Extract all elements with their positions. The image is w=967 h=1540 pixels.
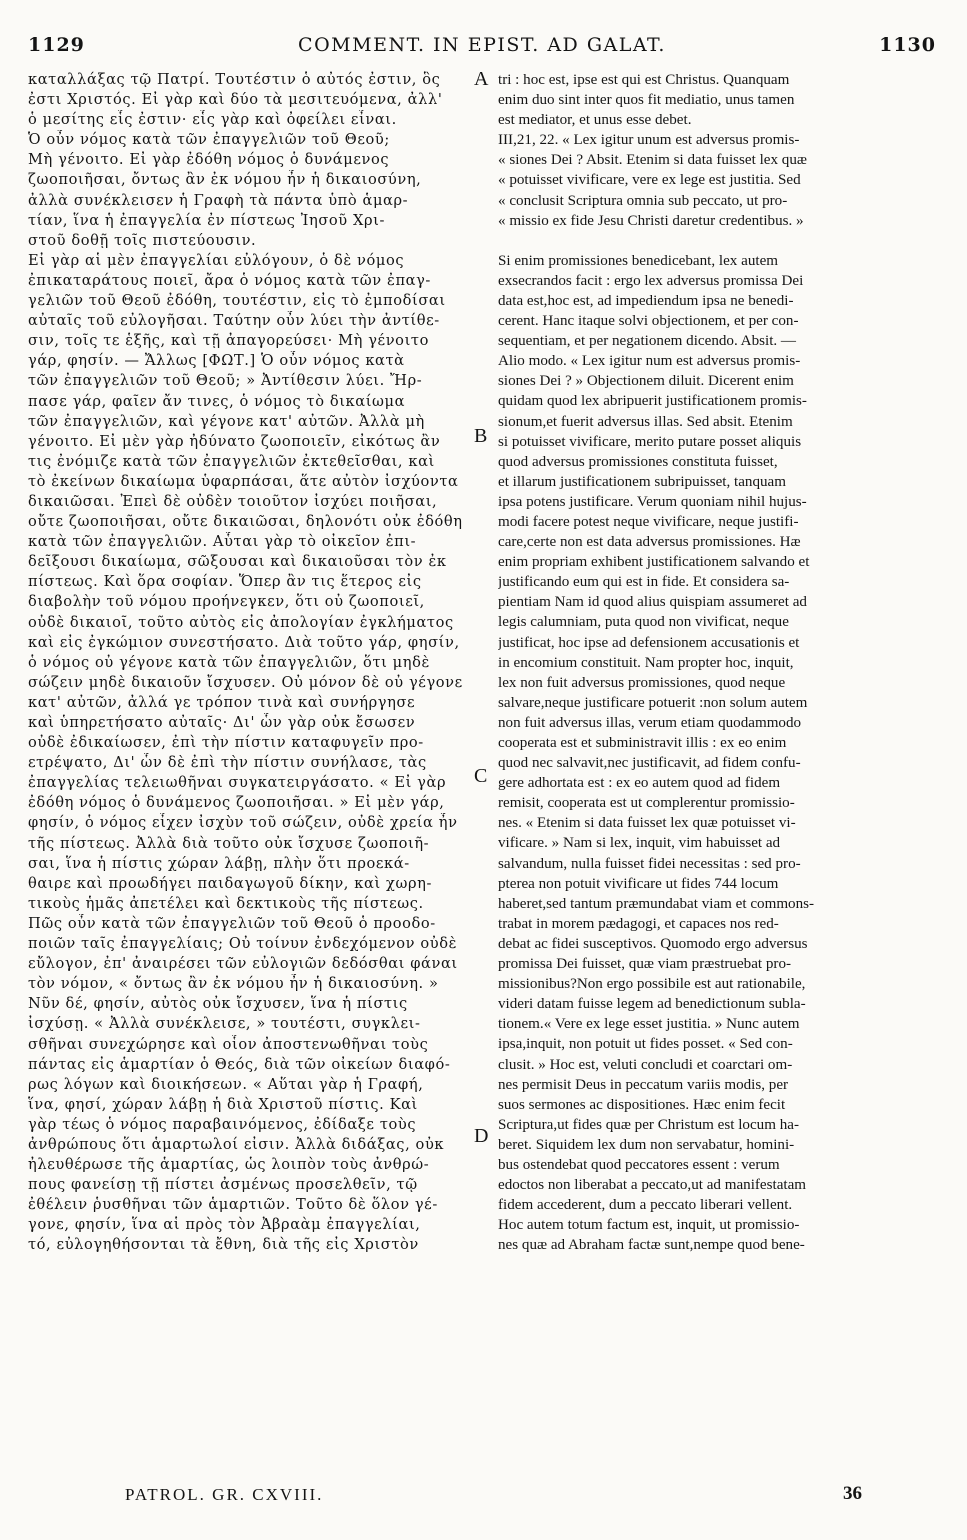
text-line: trabat in morem pædagogi, et capaces nos red- — [498, 915, 779, 932]
footer-series: PATROL. GR. CXVIII. — [125, 1485, 324, 1504]
margin-letter-a: A — [474, 68, 489, 90]
text-line: θαιρε καὶ προωδήγει παιδαγωγοῦ δίκην, καὶ χωρη- — [28, 874, 433, 892]
text-line: οὔτε ζωοποιῆσαι, οὔτε δικαιῶσαι, δηλονότι οὐκ ἐδόθη — [28, 513, 463, 531]
text-line: siones Dei ? » Objectionem diluit. Dicerent enim — [498, 373, 794, 390]
margin-letter-b: B — [474, 425, 488, 447]
text-line: γάρ, φησίν. — Ἄλλως [ΦΩΤ.] Ὁ οὖν νόμος κατὰ — [28, 352, 405, 370]
text-line: promissa Dei fuisset, quæ viam præstruebat pro- — [498, 956, 792, 973]
text-line: lex non fuit adversus promissiones, quod neque — [498, 674, 786, 691]
text-line: ἐπαγγελίας τελειωθῆναι συγκατειργάσατο. « Εἰ γὰρ — [28, 774, 447, 792]
text-line: ipsa,inquit, non potuit ut fides posset. « Sed con- — [498, 1036, 793, 1053]
text-line: sionum,et fuerit adversus illas. Sed absit. Etenim — [498, 413, 793, 430]
text-line: suos sermones ac dispositiones. Hæc enim fecit — [498, 1096, 786, 1113]
text-line: salvare,neque justificare potuerit :non solum autem — [498, 694, 808, 711]
text-line: justificando eum qui est in fide. Et considera sa- — [498, 574, 790, 591]
text-line: καὶ ὑπηρετήσατο αὐταῖς· Δι' ὧν γὰρ οὐκ ἔσωσεν — [28, 714, 416, 731]
text-line: cerent. Hanc itaque solvi objectionem, et per con- — [498, 313, 799, 330]
text-line: edoctos non liberabat a peccato,ut ad manifestatam — [498, 1177, 807, 1194]
text-line: σαι, ἵνα ἡ πίστις χώραν λάβῃ, πλὴν ὅτι προεκά- — [28, 854, 410, 872]
footer-page-number: 36 — [843, 1483, 862, 1504]
text-line: ἰσχύσῃ. « Ἀλλὰ συνέκλεισε, » τουτέστι, συγκλει- — [28, 1015, 421, 1033]
text-line: οὐδὲ ἐδικαίωσεν, ἐπὶ τὴν πίστιν καταφυγεῖν προ- — [28, 734, 424, 752]
text-line: sequentiam, et per negationem dicendo. Absit. — — [498, 333, 797, 350]
text-line: τὸν νόμον, « ὄντως ἂν ἐκ νόμου ἦν ἡ δικαιοσύνη. » — [28, 975, 439, 993]
text-line: ἐστι Χριστός. Εἰ γὰρ καὶ δύο τὰ μεσιτευόμενα, ἀλλ' — [28, 91, 443, 109]
text-line: διαβολὴν τοῦ νόμου προήνεγκεν, ὅτι οὐ ζωοποιεῖ, — [28, 593, 425, 611]
text-line: καταλλάξας τῷ Πατρί. Τουτέστιν ὁ αὐτός ἐστιν, ὃς — [28, 71, 441, 88]
text-line: οὐδὲ δικαιοῖ, τοῦτο αὐτὸς εἰς ἀπολογίαν ἐγκλήματος — [28, 613, 454, 631]
text-line: ἐδόθη νόμος ὁ δυνάμενος ζωοποιῆσαι. » Εἰ μὲν γάρ, — [28, 794, 445, 812]
text-line: ἵνα, φησί, χώραν λάβῃ ἡ διὰ Χριστοῦ πίστις. Καὶ — [28, 1095, 418, 1113]
text-line: πασε γάρ, φαῖεν ἄν τινες, ὁ νόμος τὸ δικαίωμα — [28, 392, 406, 410]
text-line: ρως λόγων καὶ διοικήσεων. « Αὕται γὰρ ἡ Γραφή, — [28, 1075, 424, 1093]
right-column-number: 1130 — [879, 34, 936, 56]
text-line: γονε, φησίν, ἵνα αἱ πρὸς τὸν Ἀβραὰμ ἐπαγγελίαι, — [28, 1216, 421, 1234]
text-line: care,certe non est data adversus promissiones. Hæ — [498, 534, 801, 551]
text-line: in encomium constituit. Nam propter hoc, inquit, — [498, 654, 794, 671]
text-line: ὁ νόμος οὐ γέγονε κατὰ τῶν ἐπαγγελιῶν, ὅτι μηδὲ — [28, 653, 430, 671]
text-line: tionem.« Vere ex lege esset justitia. » Nunc autem — [498, 1016, 800, 1033]
text-line: τίαν, ἵνα ἡ ἐπαγγελία ἐν πίστεως Ἰησοῦ Χρι- — [28, 211, 386, 229]
text-line: exsecrandos facit : ergo lex adversus promissa Dei — [498, 272, 804, 289]
text-line: « siones Dei ? Absit. Etenim si data fuisset lex quæ — [498, 152, 807, 169]
margin-letter-c: C — [474, 765, 488, 787]
text-line: missionibus?Non ergo possibile est aut rationabile, — [498, 976, 806, 993]
text-line: nes. « Etenim si data fuisset lex quæ potuisset vi- — [498, 815, 796, 832]
margin-letter-d: D — [474, 1125, 489, 1147]
text-line: « conclusit Scriptura omnia sub peccato, ut pro- — [498, 192, 788, 209]
text-line: Scriptura,ut fides quæ per Christum est locum ha- — [498, 1116, 799, 1133]
text-line: nes permisit Deus in peccatum variis modis, per — [498, 1076, 789, 1093]
text-line: σιν, τοῖς τε ἑξῆς, καὶ τῇ ἀπαγορεύσει· Μὴ γένοιτο — [28, 332, 429, 350]
text-line: Si enim promissiones benedicebant, lex autem — [498, 252, 779, 269]
text-line: modi facere potest neque vivificare, neque justifi- — [498, 513, 799, 530]
text-line: δεῖξουσι δικαίωμα, σῶξουσαι καὶ δικαιοῦσαι τὸν ἐκ — [28, 553, 447, 571]
text-line: Alio modo. « Lex igitur num est adversus promis- — [498, 353, 801, 370]
text-line: πους φανείσῃ τῇ πίστει ἀσμένως προσελθεῖν, τῷ — [28, 1176, 418, 1194]
text-line: ἀνθρώπους ὅτι ἁμαρτωλοί εἰσιν. Ἀλλὰ διδάξας, οὐκ — [28, 1135, 445, 1153]
text-line: fidem accederent, dum a peccato liberari vellent. — [498, 1197, 793, 1214]
text-line: justificat, hoc ipse ad defensionem accusationis et — [498, 634, 800, 651]
text-line: τῶν ἐπαγγελιῶν, καὶ γέγονε κατ' αὐτῶν. Ἀλλὰ μὴ — [28, 412, 425, 430]
text-line: καὶ εἰς ἐγκώμιον συνεστήσατο. Διὰ τοῦτο γάρ, φησίν, — [28, 633, 460, 651]
text-line: σθῆναι συνεχώρησε καὶ οἷον ἀποστενωθῆναι τοὺς — [28, 1035, 429, 1053]
text-line: III,21, 22. « Lex igitur unum est adversus promis- — [498, 132, 800, 149]
text-line: et illarum justificationem subripuisset, tanquam — [498, 473, 786, 490]
text-line: Ὁ οὖν νόμος κατὰ τῶν ἐπαγγελιῶν τοῦ Θεοῦ; — [28, 131, 390, 149]
text-line: pientiam Nam id quod alius quispiam assumeret ad — [498, 594, 807, 611]
text-line: Πῶς οὖν κατὰ τῶν ἐπαγγελιῶν τοῦ Θεοῦ ὁ προοδο- — [28, 914, 436, 932]
text-line: δικαιῶσαι. Ἐπεὶ δὲ οὐδὲν τοιοῦτον ἰσχύει ποιῆσαι, — [28, 492, 438, 510]
text-line: pterea non potuit vivificare ut fides 744 locum — [498, 875, 779, 892]
page-header — [28, 34, 936, 60]
text-line: est mediator, et unus esse debet. — [498, 112, 692, 129]
text-line: quod adversus promissiones constituta fuisset, — [498, 453, 778, 470]
text-line: ὁ μεσίτης εἷς ἐστιν· εἷς γὰρ καὶ ὀφείλει εἶναι. — [28, 111, 397, 129]
text-line: τικοὺς ἡμᾶς ἀπετέλει καὶ δεκτικοὺς τῆς πίστεως. — [28, 894, 424, 912]
text-line: σώζειν μηδὲ δικαιοῦν ἴσχυσεν. Οὐ μόνον δὲ οὐ γέγονε — [28, 673, 463, 691]
text-line: αὐταῖς τοῦ εὐλογῆσαι. Ταύτην οὖν λύει τὴν ἀντίθε- — [28, 312, 440, 330]
latin-text-column — [498, 70, 936, 1255]
text-line: bus ostendebat quod peccatores essent : verum — [498, 1156, 780, 1173]
greek-text-column — [28, 68, 489, 1256]
text-line: clusit. » Hoc est, veluti concludi et coarctari om- — [498, 1056, 793, 1073]
text-line: φησίν, ὁ νόμος εἶχεν ἰσχὺν τοῦ σώζειν, οὐδὲ χρεία ἦν — [28, 814, 458, 832]
text-line: τῆς πίστεως. Ἀλλὰ διὰ τοῦτο οὐκ ἴσχυσε ζωοποιῆ- — [28, 834, 430, 852]
text-line: non fuit adversus illas, verum etiam quodammodo — [498, 714, 802, 731]
text-line: κατὰ τῶν ἐπαγγελιῶν. Αὗται γὰρ τὸ οἰκεῖον ἐπι- — [28, 533, 417, 551]
text-line: gere adhortata est : ex eo autem quod ad fidem — [498, 775, 781, 792]
text-line: remisit, cooperata est ut complerentur promissio- — [498, 795, 795, 812]
text-line: vificare. » Nam si lex, inquit, vim habuisset ad — [498, 835, 781, 852]
text-line: ζωοποιῆσαι, ὄντως ἂν ἐκ νόμου ἦν ἡ δικαιοσύνη, — [28, 171, 422, 189]
text-line: Μὴ γένοιτο. Εἰ γὰρ ἐδόθη νόμος ὁ δυνάμενος — [28, 151, 390, 169]
text-line: beret. Siquidem lex dum non servabatur, homini- — [498, 1136, 795, 1153]
text-line: ἐπικαταράτους ποιεῖ, ἄρα ὁ νόμος κατὰ τῶν ἐπαγ- — [28, 271, 431, 289]
text-line — [498, 231, 936, 251]
text-line: γὰρ τέως ὁ νόμος παραβαινόμενος, ἐδίδαξε τοὺς — [28, 1115, 417, 1133]
text-line: Hoc autem totum factum est, inquit, ut promissio- — [498, 1217, 800, 1234]
text-line: πάντας εἰς ἁμαρτίαν ὁ Θεός, διὰ τῶν οἰκείων διαφό- — [28, 1055, 451, 1073]
text-line: γένοιτο. Εἰ μὲν γὰρ ἠδύνατο ζωοποιεῖν, εἰκότως ἂν — [28, 432, 441, 450]
text-line: ποιῶν ταῖς ἐπαγγελίαις; Οὐ τοίνυν ἐνδεχόμενον οὐδὲ — [28, 935, 458, 953]
text-line: enim propriam exhibent justificationem salvando et — [498, 554, 810, 571]
text-line: στοῦ δοθῇ τοῖς πιστεύουσιν. — [28, 231, 257, 249]
text-line: nes quæ ad Abraham factæ sunt,nempe quod bene- — [498, 1237, 805, 1254]
text-line: data est,hoc est, ad impediendum ipsa ne benedi- — [498, 292, 794, 309]
left-column-number: 1129 — [28, 34, 85, 56]
text-line: cooperata est et subministravit illis : ex eo enim — [498, 735, 787, 751]
text-line: quod nec salvavit,nec justificavit, ad fidem confu- — [498, 755, 801, 772]
text-line: ἀλλὰ συνέκλεισεν ἡ Γραφὴ τὰ πάντα ὑπὸ ἁμαρ- — [28, 191, 409, 209]
text-line: τῶν ἐπαγγελιῶν τοῦ Θεοῦ; » Ἀντίθεσιν λύει. Ἤρ- — [28, 372, 423, 390]
text-line: si potuisset vivificare, merito putare posset aliquis — [498, 433, 802, 450]
text-line: ἠλευθέρωσε τῆς ἁμαρτίας, ὡς λοιπὸν τοὺς ἀνθρώ- — [28, 1156, 430, 1174]
text-line: videri datam fuisse legem ad benedictionum subla- — [498, 996, 806, 1013]
running-title: COMMENT. IN EPIST. AD GALAT. — [298, 34, 666, 56]
text-line: haberet,sed tantum præmundabat viam et commons- — [498, 895, 815, 912]
text-line: Εἰ γὰρ αἱ μὲν ἐπαγγελίαι εὐλόγουν, ὁ δὲ νόμος — [28, 251, 405, 269]
text-line: enim duo sint inter quos fit mediatio, unus tamen — [498, 92, 795, 109]
text-line: legis calumniam, puta quod non vivificat, neque — [498, 614, 789, 631]
text-line: quidam quod lex abripuerit justificationem promis- — [498, 393, 807, 410]
text-line: τις ἐνόμιζε κατὰ τῶν ἐπαγγελιῶν ἐκτεθεῖσθαι, καὶ — [28, 452, 435, 470]
text-line: τὸ ἐκείνων δικαίωμα ὑφαρπάσαι, ἅτε αὐτὸν ἰσχύοντα — [28, 472, 459, 490]
text-line: κατ' αὐτῶν, ἀλλά γε τρόπον τινὰ καὶ συνήργησε — [28, 693, 416, 711]
text-line: « potuisset vivificare, vere ex lege est justitia. Sed — [498, 172, 801, 189]
text-line: tri : hoc est, ipse est qui est Christus. Quanquam — [498, 72, 790, 88]
text-line: ετρέψατο, Δι' ὧν δὲ ἐπὶ τὴν πίστιν συνήλασε, τὰς — [28, 754, 427, 772]
text-line: ipsa potens justificare. Verum quoniam nihil hujus- — [498, 493, 807, 510]
text-line: εὔλογον, ἐπ' ἀναιρέσει τῶν εὐλογιῶν δεδόσθαι φάναι — [28, 955, 458, 973]
text-line: « missio ex fide Jesu Christi daretur credentibus. » — [498, 212, 804, 229]
text-line: πίστεως. Καὶ ὅρα σοφίαν. Ὅπερ ἂν τις ἕτερος εἰς — [28, 573, 422, 591]
text-line: γελιῶν τοῦ Θεοῦ ἐδόθη, τουτέστιν, εἰς τὸ ἐμποδίσαι — [28, 292, 446, 310]
text-line: salvandum, nulla fuisset fidei necessitas : sed pro- — [498, 855, 801, 872]
text-line: ἐθέλειν ῥυσθῆναι τῶν ἁμαρτιῶν. Τοῦτο δὲ ὅλον γέ- — [28, 1196, 438, 1214]
text-line: Νῦν δέ, φησίν, αὐτὸς οὐκ ἴσχυσεν, ἵνα ἡ πίστις — [28, 995, 408, 1013]
text-line: debat ac fidei susceptivos. Quomodo ergo adversus — [498, 935, 808, 952]
text-line: τό, εὐλογηθήσονται τὰ ἔθνη, διὰ τῆς εἰς Χριστὸν — [28, 1236, 419, 1254]
